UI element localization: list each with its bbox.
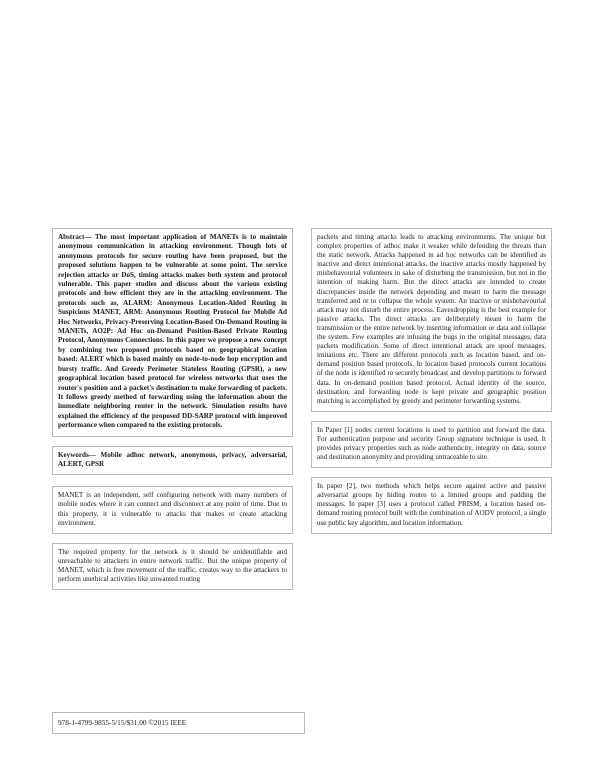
paragraph-paper1-block — [311, 421, 552, 468]
paragraph-paper2: In paper [2], two methods which helps secure against active and passive adversarial groups by hiding routes to a limited groups and padding the messages. In paper [3] uses a protocol called PRISM, a location based on-demand routing protocol built with the combination of AODV protocol, a single use public key algorithm, and location information. — [317, 482, 546, 527]
abstract-text: Abstract— The most important application of MANETs is to maintain anonymous communication in attacking environment. Though lots of anonymous protocols for secure routing have been proposed, but the proposed solutions happen to be vulnerable at some point. The service rejection attacks or DoS, timing attacks makes both system and protocol vulnerable. This paper studies and discuss about the various existing protocols and how efficient they are in the attacking environment. The protocols such as, ALARM: Anonymous Location-Aided Routing in Suspicious MANET, ARM: Anonymous Routing Protocol for Mobile Ad Hoc Networks, Privacy-Preserving Location-Based On-Demand Routing in MANETs, AO2P: Ad Hoc on-Demand Position-Based Private Routing Protocol, Anonymous Connections. In this paper we propose a new concept by combining two proposed protocols based on geographical location based: ALERT which is based mainly on node-to-node hop encryption and bursty traffic. And Greedy Perimeter Stateless Routing (GPSR), a new geographical location based protocol for wireless networks that uses the router's position and a packet's destination to make forwarding of packets. It follows greedy method of forwarding using the information about the immediate neighboring router in the network. Simulation results have explained the efficiency of the proposed DD-SARP protocol with improved performance when compared to the existing protocols. — [58, 233, 287, 430]
keywords-text: Keywords— Mobile adhoc network, anonymous, privacy, adversarial, ALERT, GPSR — [58, 450, 287, 468]
paragraph-required: The required property for the network is it should be unidentifiable and unreachable to attackers in entire network traffic. But the unique property of MANET, which is free movement of the traffic, creates way to the attackers to perform unethical activities like unwanted routing — [58, 547, 287, 583]
paragraph-paper2-block — [311, 477, 552, 533]
paragraph-packets-block — [311, 228, 552, 412]
footer-isbn-block — [52, 712, 305, 734]
paragraph-packets: packets and timing attacks leads to attacking environments. The unique but complex properties of adhoc make it weaker while defending the threats than the static network. Attacks happened in ad hoc networks can be identified as inactive and direct intentional attacks, the inactive attacks mostly happened by misbehavourial volunteers in sake of disturbing the transmission, but not in the intention of making harm. But the direct attacks are intended to create discrepancies inside the network depending and meant to harm the message transferred and or to collapse the whole system. An inactive or misbehavourial attack may not disturb the entire process. Eavesdropping is the best example for passive attacks. The direct attacks are deliberately meant to harm the transmission or the entire network by inserting information or data and collapse the system. Few examples are infusing the bugs in the original messages, data packets modification. Some of direct intentional attack are spoof messages, imitations etc. There are different protocols such as location based, and on-demand position based protocols. In location based protocols current locations of the node is identified to securely broadcast and develop partitions to forward data. In on-demand position based protocol, Actual identity of the source, destination, and forwarding node is kept private and geographic position matching is accomplished by greedy and perimeter forwarding systems. — [317, 233, 546, 405]
keywords-block — [52, 446, 293, 476]
right-column — [311, 228, 552, 599]
footer-isbn-text: 978-1-4799-9855-5/15/$31.00 ©2015 IEEE — [58, 718, 187, 727]
abstract-block — [52, 228, 293, 437]
paragraph-manet-block — [52, 486, 293, 533]
left-column — [52, 228, 293, 599]
two-column-body — [52, 228, 552, 599]
paragraph-required-block — [52, 543, 293, 590]
paragraph-paper1: In Paper [1] nodes current locations is used to partition and forward the data. For authentication purpose and security Group signature technique is used. It provides privacy properties such as node authenticity, integrity on data, source and destination anonymity and providing untraceable to site. — [317, 425, 546, 462]
paragraph-manet: MANET is an independent, self configuring network with many numbers of mobile nodes where it can connect and disconnect at any point of time. Due to this property, it is vulnerable to attacks that makes or create attacking environment. — [58, 491, 287, 527]
